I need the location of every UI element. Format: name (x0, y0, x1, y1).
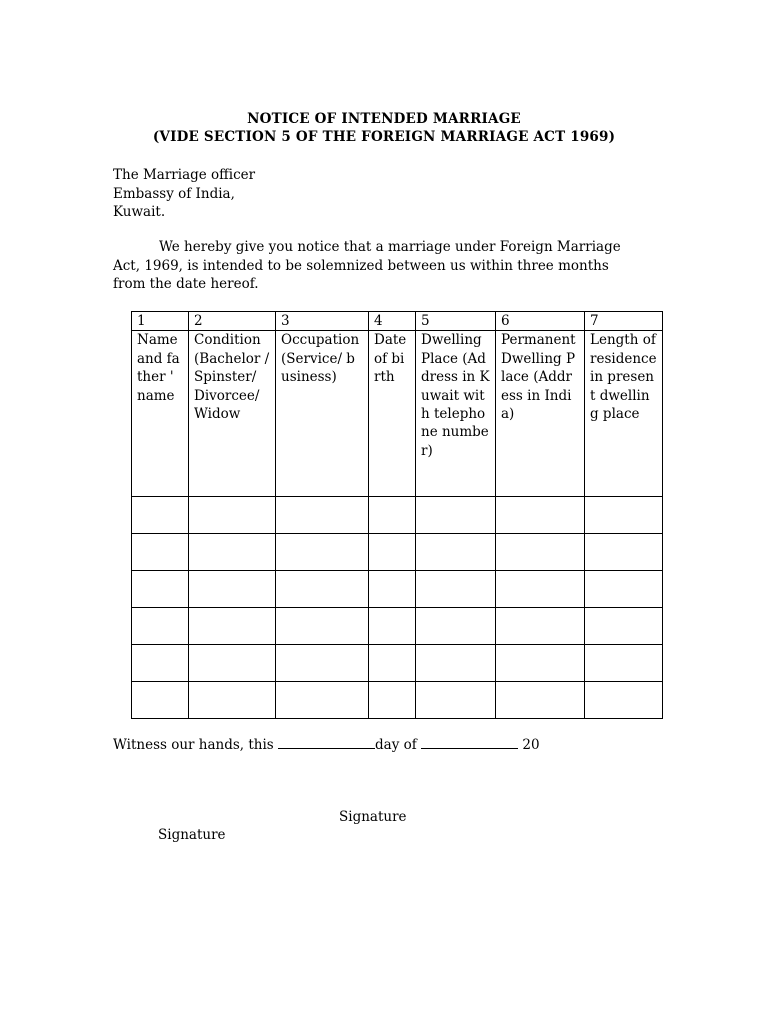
table-cell (369, 608, 416, 645)
table-number-row (132, 312, 663, 331)
table-cell (276, 682, 369, 719)
column-number: 1 (132, 312, 189, 331)
table-cell (132, 571, 189, 608)
column-number: 2 (189, 312, 276, 331)
table-cell (585, 534, 663, 571)
table-cell (276, 571, 369, 608)
header-permanent-dwelling: Permanent Dwelling Place (Address in India) (496, 331, 585, 497)
table-cell (416, 608, 496, 645)
table-row (132, 682, 663, 719)
table-cell (132, 682, 189, 719)
witness-line (113, 736, 540, 753)
table-cell (416, 682, 496, 719)
table-cell (585, 497, 663, 534)
table-cell (416, 497, 496, 534)
table-cell (369, 497, 416, 534)
table-cell (276, 497, 369, 534)
table-cell (585, 682, 663, 719)
header-length-of-residence: Length of residence in present dwelling place (585, 331, 663, 497)
table-cell (276, 534, 369, 571)
table-cell (189, 645, 276, 682)
table-cell (585, 571, 663, 608)
witness-prefix: Witness our hands, this (113, 737, 274, 753)
table-cell (132, 534, 189, 571)
table-cell (276, 645, 369, 682)
column-number: 5 (416, 312, 496, 331)
table-cell (276, 608, 369, 645)
witness-day-of: day of (375, 737, 417, 753)
table-cell (496, 645, 585, 682)
month-blank (421, 736, 518, 749)
table-cell (585, 608, 663, 645)
notice-line-2: Act, 1969, is intended to be solemnized between us within three months (113, 257, 609, 274)
header-date-of-birth: Date of birth (369, 331, 416, 497)
table-cell (496, 608, 585, 645)
table-cell (189, 682, 276, 719)
table-cell (496, 497, 585, 534)
table-cell (132, 497, 189, 534)
column-number: 3 (276, 312, 369, 331)
column-number: 6 (496, 312, 585, 331)
notice-line-1: We hereby give you notice that a marriage under Foreign Marriage (159, 239, 621, 255)
document-subtitle: (VIDE SECTION 5 OF THE FOREIGN MARRIAGE ACT 1969) (152, 129, 616, 145)
header-dwelling-place: Dwelling Place (Address in Kuwait with telephone number) (416, 331, 496, 497)
header-condition: Condition (Bachelor / Spinster/ Divorcee/ Widow (189, 331, 276, 497)
table-cell (496, 682, 585, 719)
table-cell (189, 534, 276, 571)
recipient-address (113, 166, 255, 222)
particulars-table (131, 311, 663, 719)
table-row (132, 497, 663, 534)
table-row (132, 534, 663, 571)
table-row (132, 571, 663, 608)
table-header-row (132, 331, 663, 497)
header-name: Name and father ' name (132, 331, 189, 497)
table-cell (496, 534, 585, 571)
table-cell (132, 608, 189, 645)
table-row (132, 608, 663, 645)
address-line-2: Embassy of India, (113, 185, 235, 202)
column-number: 7 (585, 312, 663, 331)
document-title: NOTICE OF INTENDED MARRIAGE (247, 111, 521, 127)
table-cell (132, 645, 189, 682)
header-occupation: Occupation (Service/ business) (276, 331, 369, 497)
table-cell (416, 571, 496, 608)
table-cell (369, 571, 416, 608)
table-cell (416, 645, 496, 682)
table-cell (585, 645, 663, 682)
table-cell (369, 682, 416, 719)
address-line-1: The Marriage officer (113, 167, 256, 183)
table-cell (189, 497, 276, 534)
table-row (132, 645, 663, 682)
table-cell (369, 534, 416, 571)
notice-paragraph (113, 238, 653, 294)
day-blank (278, 736, 375, 749)
column-number: 4 (369, 312, 416, 331)
witness-year: 20 (522, 737, 540, 753)
address-line-3: Kuwait. (113, 204, 166, 220)
signature-label-1: Signature (339, 809, 407, 825)
table-cell (189, 608, 276, 645)
table-cell (416, 534, 496, 571)
table-cell (189, 571, 276, 608)
signature-label-2: Signature (158, 827, 226, 843)
table-cell (369, 645, 416, 682)
notice-line-3: from the date hereof. (113, 276, 259, 292)
table-cell (496, 571, 585, 608)
